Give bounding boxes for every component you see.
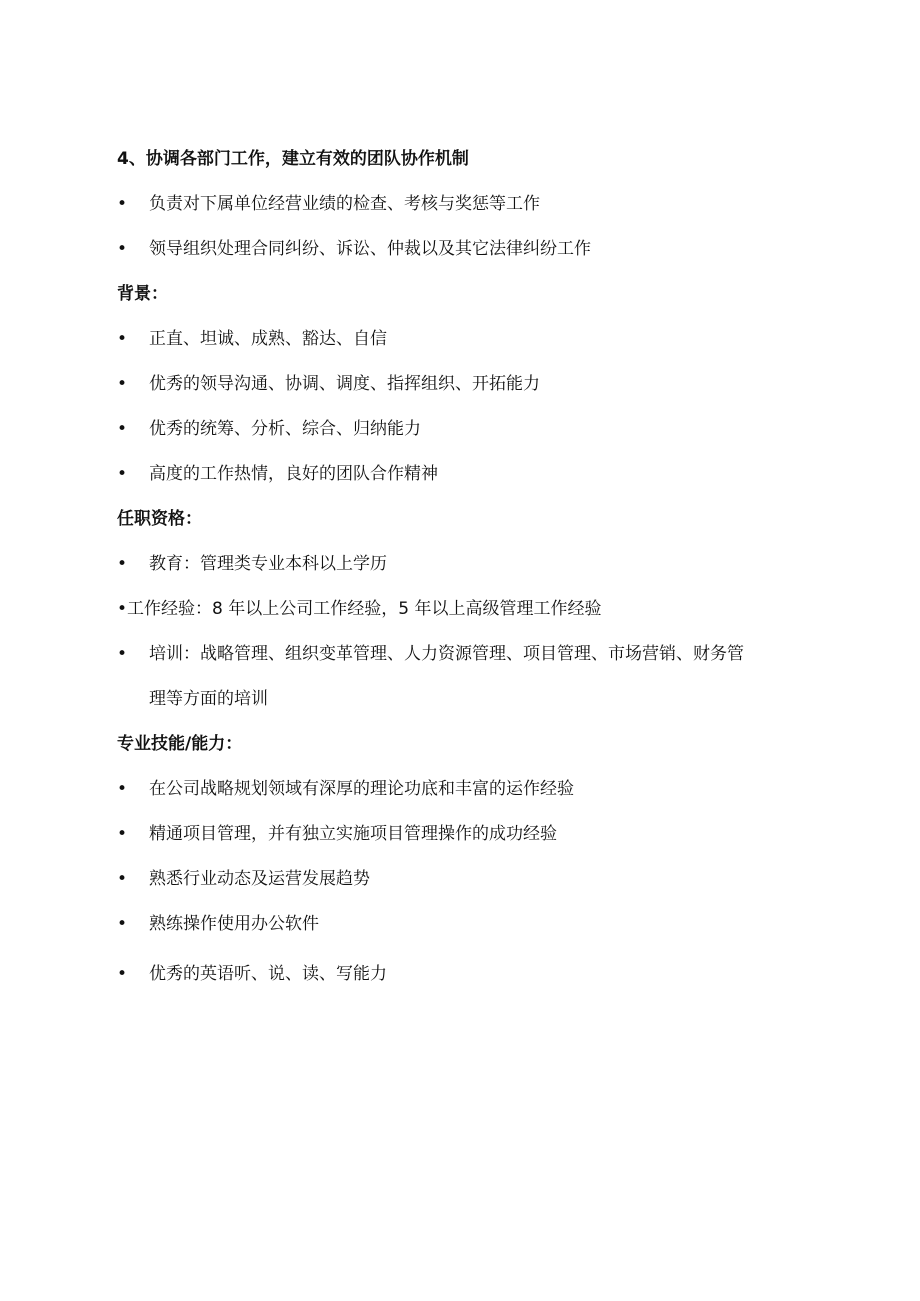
bullet-marker: • bbox=[117, 554, 128, 574]
bullet-marker: • bbox=[117, 779, 128, 799]
list-item: 负责对下属单位经营业绩的检查、考核与奖惩等工作 bbox=[149, 194, 540, 214]
section-heading-coordination: 4、协调各部门工作，建立有效的团队协作机制 bbox=[117, 149, 469, 169]
bullet-marker: • bbox=[117, 869, 128, 889]
list-item: 在公司战略规划领域有深厚的理论功底和丰富的运作经验 bbox=[149, 779, 574, 799]
list-item: 领导组织处理合同纠纷、诉讼、仲裁以及其它法律纠纷工作 bbox=[149, 239, 591, 259]
list-item-education: 教育：管理类专业本科以上学历 bbox=[149, 554, 387, 574]
bullet-marker: • bbox=[117, 824, 128, 844]
list-item-experience: 工作经验：8 年以上公司工作经验，5 年以上高级管理工作经验 bbox=[127, 599, 602, 619]
list-item: 熟练操作使用办公软件 bbox=[149, 914, 319, 934]
section-heading-qualifications: 任职资格： bbox=[117, 509, 202, 529]
list-item: 熟悉行业动态及运营发展趋势 bbox=[149, 869, 370, 889]
bullet-marker: • bbox=[117, 194, 128, 214]
bullet-marker: • bbox=[117, 599, 128, 619]
list-item-training: 培训：战略管理、组织变革管理、人力资源管理、项目管理、市场营销、财务管 bbox=[149, 644, 744, 664]
list-item: 精通项目管理，并有独立实施项目管理操作的成功经验 bbox=[149, 824, 557, 844]
bullet-marker: • bbox=[117, 964, 128, 984]
bullet-marker: • bbox=[117, 239, 128, 259]
bullet-marker: • bbox=[117, 644, 128, 664]
section-heading-skills: 专业技能/能力： bbox=[117, 734, 243, 754]
bullet-marker: • bbox=[117, 374, 128, 394]
list-item: 优秀的统筹、分析、综合、归纳能力 bbox=[149, 419, 421, 439]
bullet-marker: • bbox=[117, 329, 128, 349]
list-item-experience-row bbox=[117, 597, 601, 621]
list-item: 优秀的英语听、说、读、写能力 bbox=[149, 964, 387, 984]
list-item: 高度的工作热情，良好的团队合作精神 bbox=[149, 464, 438, 484]
bullet-marker: • bbox=[117, 419, 128, 439]
list-item-training-continued: 理等方面的培训 bbox=[149, 689, 268, 709]
list-item: 优秀的领导沟通、协调、调度、指挥组织、开拓能力 bbox=[149, 374, 540, 394]
bullet-marker: • bbox=[117, 464, 128, 484]
list-item: 正直、坦诚、成熟、豁达、自信 bbox=[149, 329, 387, 349]
section-heading-background: 背景： bbox=[117, 284, 168, 304]
bullet-marker: • bbox=[117, 914, 128, 934]
